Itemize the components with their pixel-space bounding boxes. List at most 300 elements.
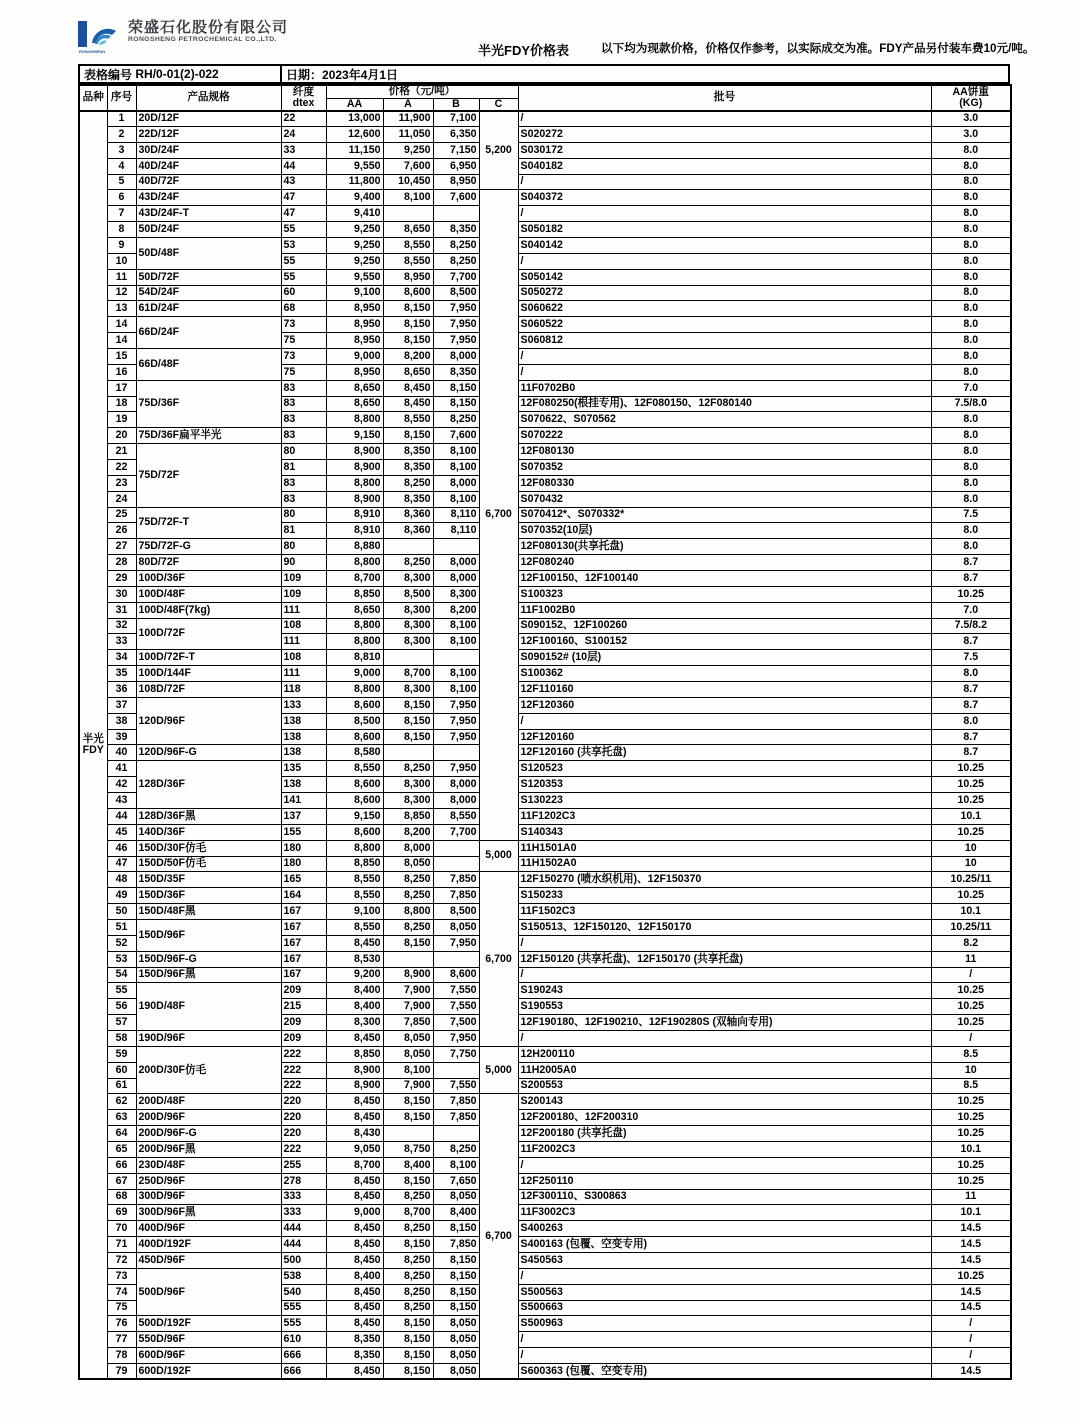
- table-row: [79, 1205, 1011, 1221]
- table-row: [79, 888, 1011, 904]
- price-b-cell: 7,600: [433, 428, 479, 444]
- weight-cell: 8.0: [931, 253, 1011, 269]
- dtex-cell: 108: [281, 618, 326, 634]
- dtex-cell: 81: [281, 460, 326, 476]
- price-a-cell: 8,000: [383, 840, 433, 856]
- weight-cell: 7.0: [931, 380, 1011, 396]
- weight-cell: 10.25: [931, 824, 1011, 840]
- dtex-cell: 255: [281, 1157, 326, 1173]
- price-aa-cell: 8,450: [326, 1252, 383, 1268]
- header-weight: AA饼重 (KG): [931, 85, 1011, 111]
- batch-cell: S060622: [518, 301, 931, 317]
- table-row: [79, 380, 1011, 396]
- batch-cell: 11H1502A0: [518, 856, 931, 872]
- price-a-cell: 8,360: [383, 523, 433, 539]
- price-b-cell: 8,050: [433, 1348, 479, 1364]
- price-a-cell: 8,100: [383, 190, 433, 206]
- table-row: [79, 285, 1011, 301]
- weight-cell: 10.25: [931, 1015, 1011, 1031]
- price-a-cell: 8,050: [383, 856, 433, 872]
- price-aa-cell: 8,700: [326, 571, 383, 587]
- price-aa-cell: 9,100: [326, 904, 383, 920]
- dtex-cell: 80: [281, 539, 326, 555]
- price-b-cell: 7,700: [433, 269, 479, 285]
- price-aa-cell: 8,450: [326, 1030, 383, 1046]
- price-aa-cell: 8,810: [326, 650, 383, 666]
- price-aa-cell: 8,450: [326, 1110, 383, 1126]
- seq-cell: 27: [107, 539, 136, 555]
- price-a-cell: 7,900: [383, 983, 433, 999]
- batch-cell: 12F080240: [518, 555, 931, 571]
- dtex-cell: 167: [281, 919, 326, 935]
- seq-cell: 19: [107, 412, 136, 428]
- price-a-cell: 8,200: [383, 349, 433, 365]
- date-cell: [282, 66, 1008, 82]
- weight-cell: 7.0: [931, 602, 1011, 618]
- weight-cell: 8.0: [931, 158, 1011, 174]
- price-a-cell: 8,300: [383, 602, 433, 618]
- batch-cell: 12F110160: [518, 682, 931, 698]
- weight-cell: 10.25: [931, 1094, 1011, 1110]
- price-b-cell: 8,200: [433, 602, 479, 618]
- spec-cell: 66D/24F: [136, 317, 281, 349]
- batch-cell: S140343: [518, 824, 931, 840]
- price-a-cell: 8,150: [383, 713, 433, 729]
- batch-cell: 12F080330: [518, 475, 931, 491]
- weight-cell: 8.0: [931, 222, 1011, 238]
- spec-cell: 450D/96F: [136, 1252, 281, 1268]
- weight-cell: 8.0: [931, 491, 1011, 507]
- spec-cell: 190D/96F: [136, 1030, 281, 1046]
- dtex-cell: 215: [281, 999, 326, 1015]
- batch-cell: 12F080130: [518, 444, 931, 460]
- price-b-cell: 8,300: [433, 586, 479, 602]
- dtex-cell: 47: [281, 206, 326, 222]
- price-aa-cell: 8,800: [326, 412, 383, 428]
- batch-cell: 12F150270 (喷水织机用)、12F150370: [518, 872, 931, 888]
- price-a-cell: 8,250: [383, 1300, 433, 1316]
- spec-cell: 150D/96F-G: [136, 951, 281, 967]
- price-b-cell: 7,950: [433, 1030, 479, 1046]
- price-aa-cell: 8,850: [326, 586, 383, 602]
- batch-cell: S050272: [518, 285, 931, 301]
- weight-cell: 8.0: [931, 475, 1011, 491]
- weight-cell: 8.7: [931, 682, 1011, 698]
- price-b-cell: 8,150: [433, 1252, 479, 1268]
- price-b-cell: 7,550: [433, 999, 479, 1015]
- dtex-cell: 165: [281, 872, 326, 888]
- price-c-cell: 5,000: [479, 1046, 518, 1094]
- seq-cell: 70: [107, 1221, 136, 1237]
- seq-cell: 44: [107, 808, 136, 824]
- batch-cell: 11F2002C3: [518, 1141, 931, 1157]
- weight-cell: 11: [931, 1189, 1011, 1205]
- dtex-cell: 24: [281, 126, 326, 142]
- header-seq: 序号: [107, 85, 136, 111]
- price-a-cell: 8,050: [383, 1046, 433, 1062]
- price-a-cell: 7,900: [383, 1078, 433, 1094]
- spec-cell: 54D/24F: [136, 285, 281, 301]
- table-row: [79, 745, 1011, 761]
- header-variety: 品种: [79, 85, 107, 111]
- price-b-cell: 7,600: [433, 190, 479, 206]
- weight-cell: 14.5: [931, 1237, 1011, 1253]
- table-row: [79, 856, 1011, 872]
- price-aa-cell: 8,600: [326, 793, 383, 809]
- price-a-cell: 7,600: [383, 158, 433, 174]
- spec-cell: 150D/48F黑: [136, 904, 281, 920]
- spec-cell: 250D/96F: [136, 1173, 281, 1189]
- price-b-cell: 8,150: [433, 1268, 479, 1284]
- dtex-cell: 141: [281, 793, 326, 809]
- batch-cell: 11H1501A0: [518, 840, 931, 856]
- price-b-cell: 8,350: [433, 364, 479, 380]
- price-a-cell: 8,350: [383, 460, 433, 476]
- price-a-cell: 8,050: [383, 1030, 433, 1046]
- price-a-cell: 8,250: [383, 1252, 433, 1268]
- price-aa-cell: 9,000: [326, 666, 383, 682]
- price-a-cell: 8,250: [383, 555, 433, 571]
- spec-cell: 108D/72F: [136, 682, 281, 698]
- seq-cell: 58: [107, 1030, 136, 1046]
- batch-cell: S070432: [518, 491, 931, 507]
- dtex-cell: 60: [281, 285, 326, 301]
- spec-cell: 500D/192F: [136, 1316, 281, 1332]
- spec-cell: 100D/48F: [136, 586, 281, 602]
- price-b-cell: 8,110: [433, 507, 479, 523]
- price-aa-cell: 8,450: [326, 1364, 383, 1380]
- seq-cell: 33: [107, 634, 136, 650]
- seq-cell: 75: [107, 1300, 136, 1316]
- price-aa-cell: 8,950: [326, 317, 383, 333]
- seq-cell: 69: [107, 1205, 136, 1221]
- price-b-cell: 7,950: [433, 935, 479, 951]
- weight-cell: 3.0: [931, 126, 1011, 142]
- seq-cell: 4: [107, 158, 136, 174]
- batch-cell: 11F3002C3: [518, 1205, 931, 1221]
- spec-cell: 40D/72F: [136, 174, 281, 190]
- price-b-cell: 8,100: [433, 1157, 479, 1173]
- table-row: [79, 1221, 1011, 1237]
- spec-cell: 50D/48F: [136, 237, 281, 269]
- price-b-cell: 8,150: [433, 1221, 479, 1237]
- dtex-cell: 220: [281, 1110, 326, 1126]
- seq-cell: 77: [107, 1332, 136, 1348]
- price-b-cell: 8,050: [433, 919, 479, 935]
- price-table: [78, 84, 1012, 1380]
- dtex-cell: 666: [281, 1364, 326, 1380]
- table-row: [79, 1046, 1011, 1062]
- price-aa-cell: 11,800: [326, 174, 383, 190]
- price-b-cell: 8,150: [433, 1284, 479, 1300]
- price-aa-cell: 8,650: [326, 380, 383, 396]
- seq-cell: 28: [107, 555, 136, 571]
- seq-cell: 76: [107, 1316, 136, 1332]
- seq-cell: 49: [107, 888, 136, 904]
- table-row: [79, 158, 1011, 174]
- batch-cell: S120523: [518, 761, 931, 777]
- table-row: [79, 237, 1011, 253]
- weight-cell: 8.0: [931, 285, 1011, 301]
- seq-cell: 16: [107, 364, 136, 380]
- spec-cell: 100D/72F: [136, 618, 281, 650]
- table-row: [79, 174, 1011, 190]
- batch-cell: S070622、S070562: [518, 412, 931, 428]
- price-b-cell: 8,100: [433, 618, 479, 634]
- price-a-cell: 8,950: [383, 269, 433, 285]
- price-b-cell: 8,400: [433, 1205, 479, 1221]
- seq-cell: 30: [107, 586, 136, 602]
- seq-cell: 62: [107, 1094, 136, 1110]
- price-b-cell: 8,000: [433, 571, 479, 587]
- dtex-cell: 135: [281, 761, 326, 777]
- weight-cell: 8.7: [931, 555, 1011, 571]
- weight-cell: 8.0: [931, 301, 1011, 317]
- table-row: [79, 1332, 1011, 1348]
- dtex-cell: 133: [281, 697, 326, 713]
- spec-cell: 200D/48F: [136, 1094, 281, 1110]
- batch-cell: 12F300110、S300863: [518, 1189, 931, 1205]
- spec-cell: 150D/30F仿毛: [136, 840, 281, 856]
- price-b-cell: 7,950: [433, 761, 479, 777]
- batch-cell: 12F150120 (共享托盘)、12F150170 (共享托盘): [518, 951, 931, 967]
- price-a-cell: 8,150: [383, 1110, 433, 1126]
- seq-cell: 71: [107, 1237, 136, 1253]
- price-a-cell: 8,150: [383, 333, 433, 349]
- spec-cell: 150D/96F: [136, 919, 281, 951]
- weight-cell: 10: [931, 1062, 1011, 1078]
- price-aa-cell: 8,430: [326, 1126, 383, 1142]
- dtex-cell: 555: [281, 1316, 326, 1332]
- price-b-cell: 7,750: [433, 1046, 479, 1062]
- spec-cell: 400D/96F: [136, 1221, 281, 1237]
- seq-cell: 61: [107, 1078, 136, 1094]
- weight-cell: 14.5: [931, 1252, 1011, 1268]
- price-a-cell: 8,650: [383, 222, 433, 238]
- price-aa-cell: 8,600: [326, 824, 383, 840]
- weight-cell: 10.25: [931, 888, 1011, 904]
- price-aa-cell: 8,550: [326, 919, 383, 935]
- weight-cell: /: [931, 1316, 1011, 1332]
- dtex-cell: 444: [281, 1221, 326, 1237]
- spec-cell: 600D/96F: [136, 1348, 281, 1364]
- weight-cell: 7.5: [931, 650, 1011, 666]
- price-aa-cell: 13,000: [326, 111, 383, 127]
- price-a-cell: 7,900: [383, 999, 433, 1015]
- price-a-cell: 11,900: [383, 111, 433, 127]
- batch-cell: /: [518, 1157, 931, 1173]
- seq-cell: 36: [107, 682, 136, 698]
- price-b-cell: 7,850: [433, 1110, 479, 1126]
- price-b-cell: 8,000: [433, 475, 479, 491]
- seq-cell: 50: [107, 904, 136, 920]
- batch-cell: 12F080250(根挂专用)、12F080150、12F080140: [518, 396, 931, 412]
- batch-cell: 12F250110: [518, 1173, 931, 1189]
- price-b-cell: 6,350: [433, 126, 479, 142]
- price-b-cell: [433, 1062, 479, 1078]
- seq-cell: 72: [107, 1252, 136, 1268]
- weight-cell: 8.7: [931, 634, 1011, 650]
- weight-cell: 8.0: [931, 190, 1011, 206]
- seq-cell: 35: [107, 666, 136, 682]
- table-row: [79, 126, 1011, 142]
- table-row: [79, 919, 1011, 935]
- batch-cell: /: [518, 967, 931, 983]
- seq-cell: 65: [107, 1141, 136, 1157]
- weight-cell: 8.0: [931, 666, 1011, 682]
- weight-cell: 8.5: [931, 1046, 1011, 1062]
- weight-cell: 8.0: [931, 539, 1011, 555]
- spec-cell: 30D/24F: [136, 142, 281, 158]
- price-aa-cell: 8,600: [326, 777, 383, 793]
- price-a-cell: 9,250: [383, 142, 433, 158]
- batch-cell: /: [518, 713, 931, 729]
- price-aa-cell: 8,580: [326, 745, 383, 761]
- weight-cell: 8.0: [931, 713, 1011, 729]
- price-b-cell: 8,000: [433, 777, 479, 793]
- batch-cell: 12F120160: [518, 729, 931, 745]
- price-aa-cell: 9,000: [326, 1205, 383, 1221]
- company-logo: [78, 19, 288, 55]
- seq-cell: 40: [107, 745, 136, 761]
- price-b-cell: 8,250: [433, 1141, 479, 1157]
- price-aa-cell: 9,250: [326, 237, 383, 253]
- price-b-cell: 8,050: [433, 1189, 479, 1205]
- price-b-cell: 8,100: [433, 682, 479, 698]
- spec-cell: 550D/96F: [136, 1332, 281, 1348]
- weight-cell: 8.7: [931, 571, 1011, 587]
- price-aa-cell: 8,880: [326, 539, 383, 555]
- price-aa-cell: 8,910: [326, 507, 383, 523]
- seq-cell: 51: [107, 919, 136, 935]
- price-a-cell: 7,850: [383, 1015, 433, 1031]
- price-a-cell: 8,350: [383, 444, 433, 460]
- seq-cell: 54: [107, 967, 136, 983]
- price-b-cell: [433, 856, 479, 872]
- weight-cell: 10.25: [931, 1173, 1011, 1189]
- price-b-cell: 7,650: [433, 1173, 479, 1189]
- price-aa-cell: 9,100: [326, 285, 383, 301]
- weight-cell: 10.25: [931, 1268, 1011, 1284]
- dtex-cell: 209: [281, 1030, 326, 1046]
- date-value: 2023年4月1日: [322, 67, 399, 82]
- price-aa-cell: 8,450: [326, 1221, 383, 1237]
- dtex-cell: 111: [281, 666, 326, 682]
- weight-cell: 8.0: [931, 349, 1011, 365]
- table-row: [79, 983, 1011, 999]
- table-row: [79, 190, 1011, 206]
- batch-cell: S500563: [518, 1284, 931, 1300]
- dtex-cell: 55: [281, 222, 326, 238]
- batch-cell: /: [518, 935, 931, 951]
- price-a-cell: 8,150: [383, 1348, 433, 1364]
- price-b-cell: [433, 1126, 479, 1142]
- seq-cell: 6: [107, 190, 136, 206]
- seq-cell: 24: [107, 491, 136, 507]
- seq-cell: 10: [107, 253, 136, 269]
- batch-cell: 12F120160 (共享托盘): [518, 745, 931, 761]
- batch-cell: S070352(10层): [518, 523, 931, 539]
- dtex-cell: 118: [281, 682, 326, 698]
- price-b-cell: 8,950: [433, 174, 479, 190]
- price-a-cell: 8,450: [383, 380, 433, 396]
- price-aa-cell: 8,600: [326, 697, 383, 713]
- price-b-cell: 8,110: [433, 523, 479, 539]
- batch-cell: 11H2005A0: [518, 1062, 931, 1078]
- price-a-cell: [383, 650, 433, 666]
- spec-cell: 600D/192F: [136, 1364, 281, 1380]
- price-a-cell: 8,250: [383, 888, 433, 904]
- price-b-cell: 8,100: [433, 634, 479, 650]
- seq-cell: 39: [107, 729, 136, 745]
- weight-cell: 10.25: [931, 793, 1011, 809]
- seq-cell: 47: [107, 856, 136, 872]
- batch-cell: /: [518, 364, 931, 380]
- price-a-cell: 8,700: [383, 1205, 433, 1221]
- dtex-cell: 68: [281, 301, 326, 317]
- batch-cell: /: [518, 1030, 931, 1046]
- weight-cell: 10: [931, 856, 1011, 872]
- weight-cell: /: [931, 1030, 1011, 1046]
- table-row: [79, 555, 1011, 571]
- table-row: [79, 1348, 1011, 1364]
- batch-cell: S100362: [518, 666, 931, 682]
- dtex-cell: 80: [281, 444, 326, 460]
- dtex-cell: 22: [281, 111, 326, 127]
- table-row: [79, 1364, 1011, 1380]
- price-a-cell: 8,600: [383, 285, 433, 301]
- weight-cell: 8.0: [931, 269, 1011, 285]
- batch-cell: S070352: [518, 460, 931, 476]
- weight-cell: 14.5: [931, 1300, 1011, 1316]
- dtex-cell: 111: [281, 602, 326, 618]
- price-a-cell: 8,250: [383, 1268, 433, 1284]
- spec-cell: 75D/72F-T: [136, 507, 281, 539]
- price-a-cell: 8,650: [383, 364, 433, 380]
- batch-cell: 11F0702B0: [518, 380, 931, 396]
- price-b-cell: 8,550: [433, 808, 479, 824]
- price-b-cell: 8,600: [433, 967, 479, 983]
- price-b-cell: 7,850: [433, 888, 479, 904]
- seq-cell: 26: [107, 523, 136, 539]
- batch-cell: 12F100160、S100152: [518, 634, 931, 650]
- price-a-cell: 10,450: [383, 174, 433, 190]
- dtex-cell: 610: [281, 1332, 326, 1348]
- weight-cell: 10.25: [931, 761, 1011, 777]
- spec-cell: 190D/48F: [136, 983, 281, 1031]
- dtex-cell: 167: [281, 951, 326, 967]
- price-aa-cell: 8,900: [326, 460, 383, 476]
- spec-cell: 80D/72F: [136, 555, 281, 571]
- spec-cell: 200D/96F黑: [136, 1141, 281, 1157]
- price-aa-cell: 8,900: [326, 1062, 383, 1078]
- table-row: [79, 1141, 1011, 1157]
- batch-cell: S100323: [518, 586, 931, 602]
- batch-cell: S200143: [518, 1094, 931, 1110]
- weight-cell: 10.25: [931, 586, 1011, 602]
- table-row: [79, 444, 1011, 460]
- batch-cell: S200553: [518, 1078, 931, 1094]
- price-aa-cell: 8,450: [326, 1189, 383, 1205]
- spec-cell: 40D/24F: [136, 158, 281, 174]
- weight-cell: 10.1: [931, 1141, 1011, 1157]
- weight-cell: 10.25: [931, 999, 1011, 1015]
- table-row: [79, 808, 1011, 824]
- weight-cell: 8.0: [931, 237, 1011, 253]
- spec-cell: 43D/24F: [136, 190, 281, 206]
- dtex-cell: 444: [281, 1237, 326, 1253]
- price-aa-cell: 8,450: [326, 1094, 383, 1110]
